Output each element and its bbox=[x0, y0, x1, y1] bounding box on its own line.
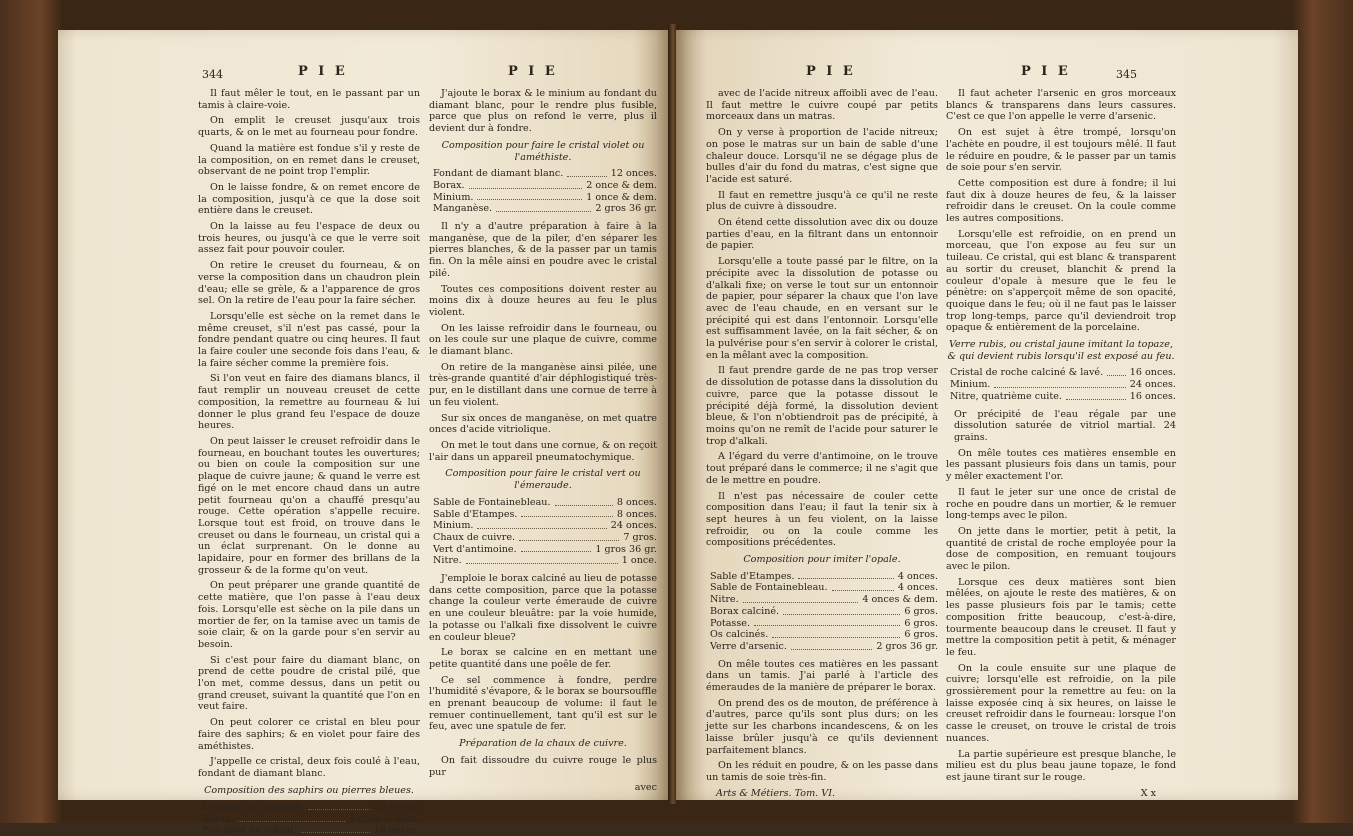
ingredient-name: Minium. bbox=[433, 520, 474, 532]
paragraph: Cette composition est dure à fondre; il lui faut dix à douze heures de feu, & la laisser refroidir dans le creuset. On la coule comme les autres compositions. bbox=[946, 177, 1176, 225]
left-column-2 bbox=[429, 88, 657, 794]
recipe-row bbox=[202, 801, 420, 813]
section-heading: Composition pour faire le cristal violet ou l'améthiste. bbox=[441, 139, 645, 163]
paragraph: On la coule ensuite sur une plaque de cuivre; lorsqu'elle est refroidie, on la pile grossièrement pour la remettre au feu: on la laisse exposée cinq à six heures, on laisse le creuset refroidir dans le fourneau: lorsque l'on casse le creuset, on trouve le cristal de trois nuances. bbox=[946, 662, 1176, 744]
ingredient-name: Sable de Fontainebleau. bbox=[710, 582, 828, 594]
ingredient-quantity: 1 once. bbox=[621, 555, 657, 567]
page-number-left: 344 bbox=[202, 68, 223, 81]
ingredient-quantity: 4 onces & dem. bbox=[862, 594, 938, 606]
ingredient-quantity: 24 onces. bbox=[610, 520, 657, 532]
paragraph: J'emploie le borax calciné au lieu de potasse dans cette composition, parce que la potasse change la couleur verte émeraude de cuivre en une couleur bleuâtre: par la voie humide, la potasse ou l'alkali fixe dissolvent le cuivre en couleur bleue? bbox=[429, 573, 657, 643]
recipe-row bbox=[433, 509, 657, 521]
recipe-row bbox=[710, 629, 938, 641]
paragraph: Le borax se calcine en en mettant une petite quantité dans une poêle de fer. bbox=[429, 647, 657, 670]
paragraph: On peut préparer une grande quantité de cette matière, que l'on passe à l'eau deux fois. Lorsqu'elle est sèche on la pile dans un mortier de fer, on la tamise avec un tamis de soie clair, & on la garde pour s'en servir au besoin. bbox=[198, 580, 420, 650]
leader-dots bbox=[469, 180, 583, 189]
ingredient-name: Vert d'antimoine. bbox=[433, 543, 517, 555]
ingredient-name: Précipité de cobalt. bbox=[202, 824, 297, 836]
ingredient-name: Potasse. bbox=[710, 617, 750, 629]
leader-dots bbox=[783, 606, 900, 615]
paragraph: La partie supérieure est presque blanche, le milieu est du plus beau jaune topaze, le fond est jaune tirant sur le rouge. bbox=[946, 748, 1176, 783]
ingredient-quantity: 24 onces. bbox=[1129, 379, 1176, 391]
ingredient-name: Minium. bbox=[433, 191, 474, 203]
leader-dots bbox=[308, 801, 370, 810]
recipe-row bbox=[950, 367, 1176, 379]
ingredient-name: Verre d'arsenic. bbox=[710, 640, 787, 652]
leader-dots bbox=[832, 582, 894, 591]
paragraph: On la laisse au feu l'espace de deux ou trois heures, ou jusqu'à ce que le verre soit assez fait pour pouvoir couler. bbox=[198, 221, 420, 256]
page-footer: Arts & Métiers. Tom. VI. bbox=[716, 787, 836, 799]
ingredient-quantity: 20 onces. bbox=[373, 801, 420, 813]
recipe-row bbox=[710, 618, 938, 630]
paragraph: On retire le creuset du fourneau, & on verse la composition dans un chaudron plein d'eau; elle se grèle, & a l'apparence de gros sel. On la retire de l'eau pour la faire sécher. bbox=[198, 260, 420, 307]
leader-dots bbox=[798, 571, 893, 580]
leader-dots bbox=[555, 497, 613, 506]
leader-dots bbox=[791, 641, 872, 650]
recipe-list bbox=[950, 367, 1176, 402]
right-column-2 bbox=[946, 88, 1176, 799]
paragraph: Il n'est pas nécessaire de couler cette composition dans l'eau; il faut la tenir six à sept heures à un feu violent, on la laisse refroidir, ou on la coule comme les compositions précédentes. bbox=[706, 490, 938, 549]
paragraph: Il faut acheter l'arsenic en gros morceaux blancs & transparens dans leurs cassures. C'est ce que l'on appelle le verre d'arsenic. bbox=[946, 88, 1176, 123]
ingredient-quantity: 2 once & dem. bbox=[586, 179, 657, 191]
recipe-row bbox=[710, 571, 938, 583]
ingredient-quantity: 4 onces. bbox=[897, 570, 938, 582]
paragraph: On le laisse fondre, & on remet encore de la composition, jusqu'à ce que la dose soit entière dans le creuset. bbox=[198, 181, 420, 217]
ingredient-name: Cristal de roche calciné & lavé. bbox=[950, 367, 1104, 379]
recipe-list bbox=[202, 801, 420, 836]
leader-dots bbox=[754, 618, 900, 627]
paragraph: On mêle toutes ces matières en les passant dans un tamis. J'ai parlé à l'article des émeraudes de la manière de préparer le borax. bbox=[706, 658, 938, 694]
recipe-row bbox=[710, 594, 938, 606]
recipe-row bbox=[433, 520, 657, 532]
recipe-row bbox=[202, 813, 420, 825]
leader-dots bbox=[743, 594, 859, 603]
paragraph: A l'égard du verre d'antimoine, on le trouve tout préparé dans le commerce; il ne s'agit que de le mettre en poudre. bbox=[706, 451, 938, 486]
paragraph: On peut colorer ce cristal en bleu pour faire des saphirs; & en violet pour faire des améthistes. bbox=[198, 717, 420, 752]
ingredient-name: Borax calciné. bbox=[710, 605, 780, 617]
ingredient-name: Minium. bbox=[950, 379, 991, 391]
recipe-row bbox=[710, 641, 938, 653]
recipe-row bbox=[433, 555, 657, 567]
ingredient-quantity: 7 gros. bbox=[623, 531, 657, 543]
ingredient-name: Chaux de cuivre. bbox=[433, 531, 516, 543]
leader-dots bbox=[477, 520, 606, 529]
page-number-right: 345 bbox=[1116, 68, 1137, 81]
paragraph: On étend cette dissolution avec dix ou douze parties d'eau, en la filtrant dans un entonnoir de papier. bbox=[706, 217, 938, 252]
left-page bbox=[58, 30, 670, 836]
recipe-row bbox=[433, 180, 657, 192]
paragraph: On retire de la manganèse ainsi pilée, une très-grande quantité d'air déphlogistiqué très-pur, en le distillant dans une cornue de terre à un feu violent. bbox=[429, 361, 657, 408]
leader-dots bbox=[238, 813, 346, 822]
recipe-row bbox=[710, 582, 938, 594]
section-heading: Composition des saphirs ou pierres bleues. bbox=[204, 784, 414, 796]
recipe-row bbox=[433, 532, 657, 544]
ingredient-name: Nitre. bbox=[433, 555, 462, 567]
section-heading: Composition pour faire le cristal vert ou l'émeraude. bbox=[445, 468, 641, 492]
ingredient-quantity: 1 once & dem. bbox=[586, 191, 657, 203]
leader-dots bbox=[521, 544, 592, 553]
ingredient-quantity: 6 gros. bbox=[904, 629, 938, 641]
running-head-right-2: P I E bbox=[1021, 64, 1071, 79]
ingredient-name: Os calcinés. bbox=[710, 629, 769, 641]
paragraph: Il faut en remettre jusqu'à ce qu'il ne reste plus de cuivre à dissoudre. bbox=[706, 189, 938, 213]
leader-dots bbox=[477, 192, 582, 201]
running-head-left-1: P I E bbox=[298, 64, 348, 79]
paragraph: J'appelle ce cristal, deux fois coulé à l'eau, fondant de diamant blanc. bbox=[198, 756, 420, 779]
ingredient-quantity: 2 gros 36 gr. bbox=[595, 203, 657, 215]
paragraph: Il n'y a d'autre préparation à faire à la manganèse, que de la piler, d'en séparer les pierres blanches, & de la passer par un tamis fin. On la mêle ainsi en poudre avec le cristal pilé. bbox=[429, 221, 657, 279]
section-heading: Verre rubis, ou cristal jaune imitant la topaze, & qui devient rubis lorsqu'il est exposé au feu. bbox=[947, 339, 1175, 362]
left-column-1 bbox=[198, 88, 420, 836]
paragraph: Quand la matière est fondue s'il y reste de la composition, on en remet dans le creuset, observant de ne point trop l'emplir. bbox=[198, 142, 420, 178]
leader-dots bbox=[466, 555, 618, 564]
right-page bbox=[676, 30, 1298, 800]
section-heading: Composition pour imiter l'opale. bbox=[743, 554, 901, 566]
recipe-row bbox=[433, 192, 657, 204]
paragraph: Il faut mêler le tout, en le passant par un tamis à claire-voie. bbox=[198, 88, 420, 111]
leader-dots bbox=[1066, 391, 1126, 400]
ingredient-quantity: 16 onces. bbox=[1129, 390, 1176, 402]
running-head-right-1: P I E bbox=[806, 64, 856, 79]
paragraph: Lorsqu'elle a toute passé par le filtre, on la précipite avec la dissolution de potasse ou d'alkali fixe; on verse le tout sur un entonnoir de papier, pour séparer la chaux que l'on lave avec de l'eau chaude, en en versant sur le précipité qui est dans l'entonnoir. Lorsqu'elle est suffisamment lavée, on la fait sécher, & on la pulvérise pour s'en servir à colorer le cristal, en la mêlant avec la composition. bbox=[706, 256, 938, 361]
running-head-left-2: P I E bbox=[508, 64, 558, 79]
paragraph: Il faut prendre garde de ne pas trop verser de dissolution de potasse dans la dissolution du cuivre, parce que la potasse dissout le précipité déjà formé, la dissolution devient bleue, & l'on n'obtiendroit pas de précipité, à moins qu'on ne remît de l'acide pour saturer le trop d'alkali. bbox=[706, 365, 938, 447]
catchword: avec bbox=[634, 782, 657, 794]
paragraph: Lorsqu'elle est sèche on la remet dans le même creuset, s'il n'est pas cassé, pour la fondre pendant quatre ou cinq heures. Il faut la faire couler une seconde fois dans l'eau, & la faire sécher comme la première fois. bbox=[198, 310, 420, 369]
ingredient-quantity: 16 onces. bbox=[1129, 367, 1176, 379]
paragraph: Sur six onces de manganèse, on met quatre onces d'acide vitriolique. bbox=[429, 412, 657, 436]
recipe-row bbox=[710, 606, 938, 618]
ingredient-name: Fondant de diamans. bbox=[202, 801, 304, 813]
paragraph: On met le tout dans une cornue, & on reçoit l'air dans un appareil pneumatochymique. bbox=[429, 439, 657, 463]
paragraph: Si c'est pour faire du diamant blanc, on prend de cette poudre de cristal pilé, que l'on met, comme dessus, dans un petit ou grand creuset, suivant la quantité que l'on en veut faire. bbox=[198, 654, 420, 713]
ingredient-quantity: 12 onces. bbox=[610, 168, 657, 180]
leader-dots bbox=[519, 532, 619, 541]
paragraph: Il faut le jeter sur une once de cristal de roche en poudre dans un mortier, & le remuer long-temps avec le pilon. bbox=[946, 486, 1176, 522]
paragraph: On peut laisser le creuset refroidir dans le fourneau, en bouchant toutes les ouvertures; ou bien on coule la composition sur une plaque de cuivre jaune; & quand le verre est figé on le met encore chaud dans un autre petit fourneau qu'on a chauffé presqu'au rouge. Cette opération s'appelle recuire. Lorsque tout est froid, on trouve dans le creuset ou dans le fourneau, un cristal qui a un éclat surprenant. On le donne au lapidaire, pour en former des brillans de la grosseur & de la forme qu'on veut. bbox=[198, 435, 420, 576]
paragraph: On prend des os de mouton, de préférence à d'autres, parce qu'ils sont plus durs; on les jette sur les charbons incandescens, & on les laisse brûler jusqu'à ce qu'ils deviennent parfaitement blancs. bbox=[706, 697, 938, 756]
ingredient-name: Borax. bbox=[433, 179, 465, 191]
ingredient-quantity: 6 gros. bbox=[904, 617, 938, 629]
ingredient-name: Manganèse. bbox=[433, 203, 493, 215]
right-column-1 bbox=[706, 88, 938, 799]
ingredient-name: Sable de Fontainebleau. bbox=[433, 496, 551, 508]
paragraph: avec de l'acide nitreux affoibli avec de l'eau. Il faut mettre le cuivre coupé par petits morceaux dans un matras. bbox=[706, 88, 938, 123]
recipe-list bbox=[433, 497, 657, 567]
signature-mark: X x bbox=[1140, 787, 1156, 799]
recipe-row bbox=[433, 203, 657, 215]
ingredient-quantity: 4 onces. bbox=[897, 582, 938, 594]
paragraph: J'ajoute le borax & le minium au fondant du diamant blanc, pour le rendre plus fusible, parce que plus on refond le verre, plus il devient dur à fondre. bbox=[429, 88, 657, 135]
paragraph: Lorsqu'elle est refroidie, on en prend un morceau, que l'on expose au feu sur un tuileau. Ce cristal, qui est blanc & transparent au sortir du creuset, blanchit & prend la couleur d'opale à mesure que le feu le pénètre: on s'apperçoit même de son opacité, quoique dans le feu; où il ne faut pas le laisser trop long-temps, parce qu'il deviendroit trop opaque & entièrement de la porcelaine. bbox=[946, 228, 1176, 334]
paragraph: Lorsque ces deux matières sont bien mêlées, on ajoute le reste des matières, & on les passe plusieurs fois par le tamis; cette composition fritte beaucoup, c'est-à-dire, tourmente beaucoup dans le creuset. Il faut y mettre la composition petit à petit, & ménager le feu. bbox=[946, 576, 1176, 658]
leader-dots bbox=[496, 203, 591, 212]
leader-dots bbox=[1107, 367, 1126, 376]
paragraph: Toutes ces compositions doivent rester au moins dix à douze heures au feu le plus violent. bbox=[429, 283, 657, 318]
recipe-row bbox=[202, 825, 420, 836]
ingredient-name: Fondant de diamant blanc. bbox=[433, 168, 564, 180]
recipe-row bbox=[433, 544, 657, 556]
leader-dots bbox=[772, 629, 900, 638]
recipe-note: Or précipité de l'eau régale par une dissolution saturée de vitriol martial. 24 grains. bbox=[954, 408, 1176, 443]
recipe-row bbox=[433, 168, 657, 180]
leader-dots bbox=[521, 509, 612, 518]
paragraph: On fait dissoudre du cuivre rouge le plus pur bbox=[429, 754, 657, 778]
ingredient-quantity: 6 gros. bbox=[904, 605, 938, 617]
recipe-row bbox=[950, 391, 1176, 403]
leader-dots bbox=[301, 825, 370, 834]
ingredient-quantity: 8 onces. bbox=[616, 508, 657, 520]
ingredient-name: Sable d'Etampes. bbox=[710, 570, 795, 582]
ingredient-name: Nitre. bbox=[710, 594, 739, 606]
ingredient-quantity: 2 gros 36 gr. bbox=[876, 640, 938, 652]
recipe-list bbox=[710, 571, 938, 653]
recipe-list bbox=[433, 168, 657, 215]
paragraph: On y verse à proportion de l'acide nitreux; on pose le matras sur un bain de sable d'une chaleur douce. Lorsqu'il ne se dégage plus de bulles d'air du fond du matras, c'est signe que l'acide est saturé. bbox=[706, 127, 938, 185]
paragraph: On est sujet à être trompé, lorsqu'on l'achète en poudre, il est toujours mêlé. Il faut le réduire en poudre, & le passer par un tamis de soie pour s'en servir. bbox=[946, 127, 1176, 174]
paragraph: On emplit le creuset jusqu'aux trois quarts, & on le met au fourneau pour fondre. bbox=[198, 115, 420, 139]
recipe-row bbox=[950, 379, 1176, 391]
ingredient-name: Sable d'Etampes. bbox=[433, 508, 518, 520]
section-heading: Préparation de la chaux de cuivre. bbox=[459, 738, 627, 750]
ingredient-name: Nitre, quatrième cuite. bbox=[950, 390, 1062, 402]
ingredient-quantity: 8 onces. bbox=[616, 496, 657, 508]
leader-dots bbox=[567, 168, 606, 177]
paragraph: Si l'on veut en faire des diamans blancs, il faut remplir un nouveau creuset de cette composition, la remettre au fourneau & lui donner le plus grand feu l'espace de douze heures. bbox=[198, 373, 420, 432]
recipe-row bbox=[433, 497, 657, 509]
ingredient-quantity: 10 onces. bbox=[373, 824, 420, 836]
ingredient-quantity: 1 once & dem. bbox=[349, 813, 420, 825]
ingredient-name: Borax. bbox=[202, 813, 234, 825]
paragraph: On jette dans le mortier, petit à petit, la quantité de cristal de roche employée pour la dose de composition, en remuant toujours avec le pilon. bbox=[946, 525, 1176, 573]
paragraph: On les laisse refroidir dans le fourneau, ou on les coule sur une plaque de cuivre, comme le diamant blanc. bbox=[429, 322, 657, 358]
paragraph: On les réduit en poudre, & on les passe dans un tamis de soie très-fin. bbox=[706, 760, 938, 783]
leader-dots bbox=[994, 379, 1125, 388]
ingredient-quantity: 1 gros 36 gr. bbox=[595, 543, 657, 555]
paragraph: On mêle toutes ces matières ensemble en les passant plusieurs fois dans un tamis, pour y mêler exactement l'or. bbox=[946, 447, 1176, 483]
paragraph: Ce sel commence à fondre, perdre l'humidité s'évapore, & le borax se boursouffle en prenant beaucoup de volume: il faut le remuer continuellement, tant qu'il est sur le feu, avec une spatule de fer. bbox=[429, 674, 657, 733]
